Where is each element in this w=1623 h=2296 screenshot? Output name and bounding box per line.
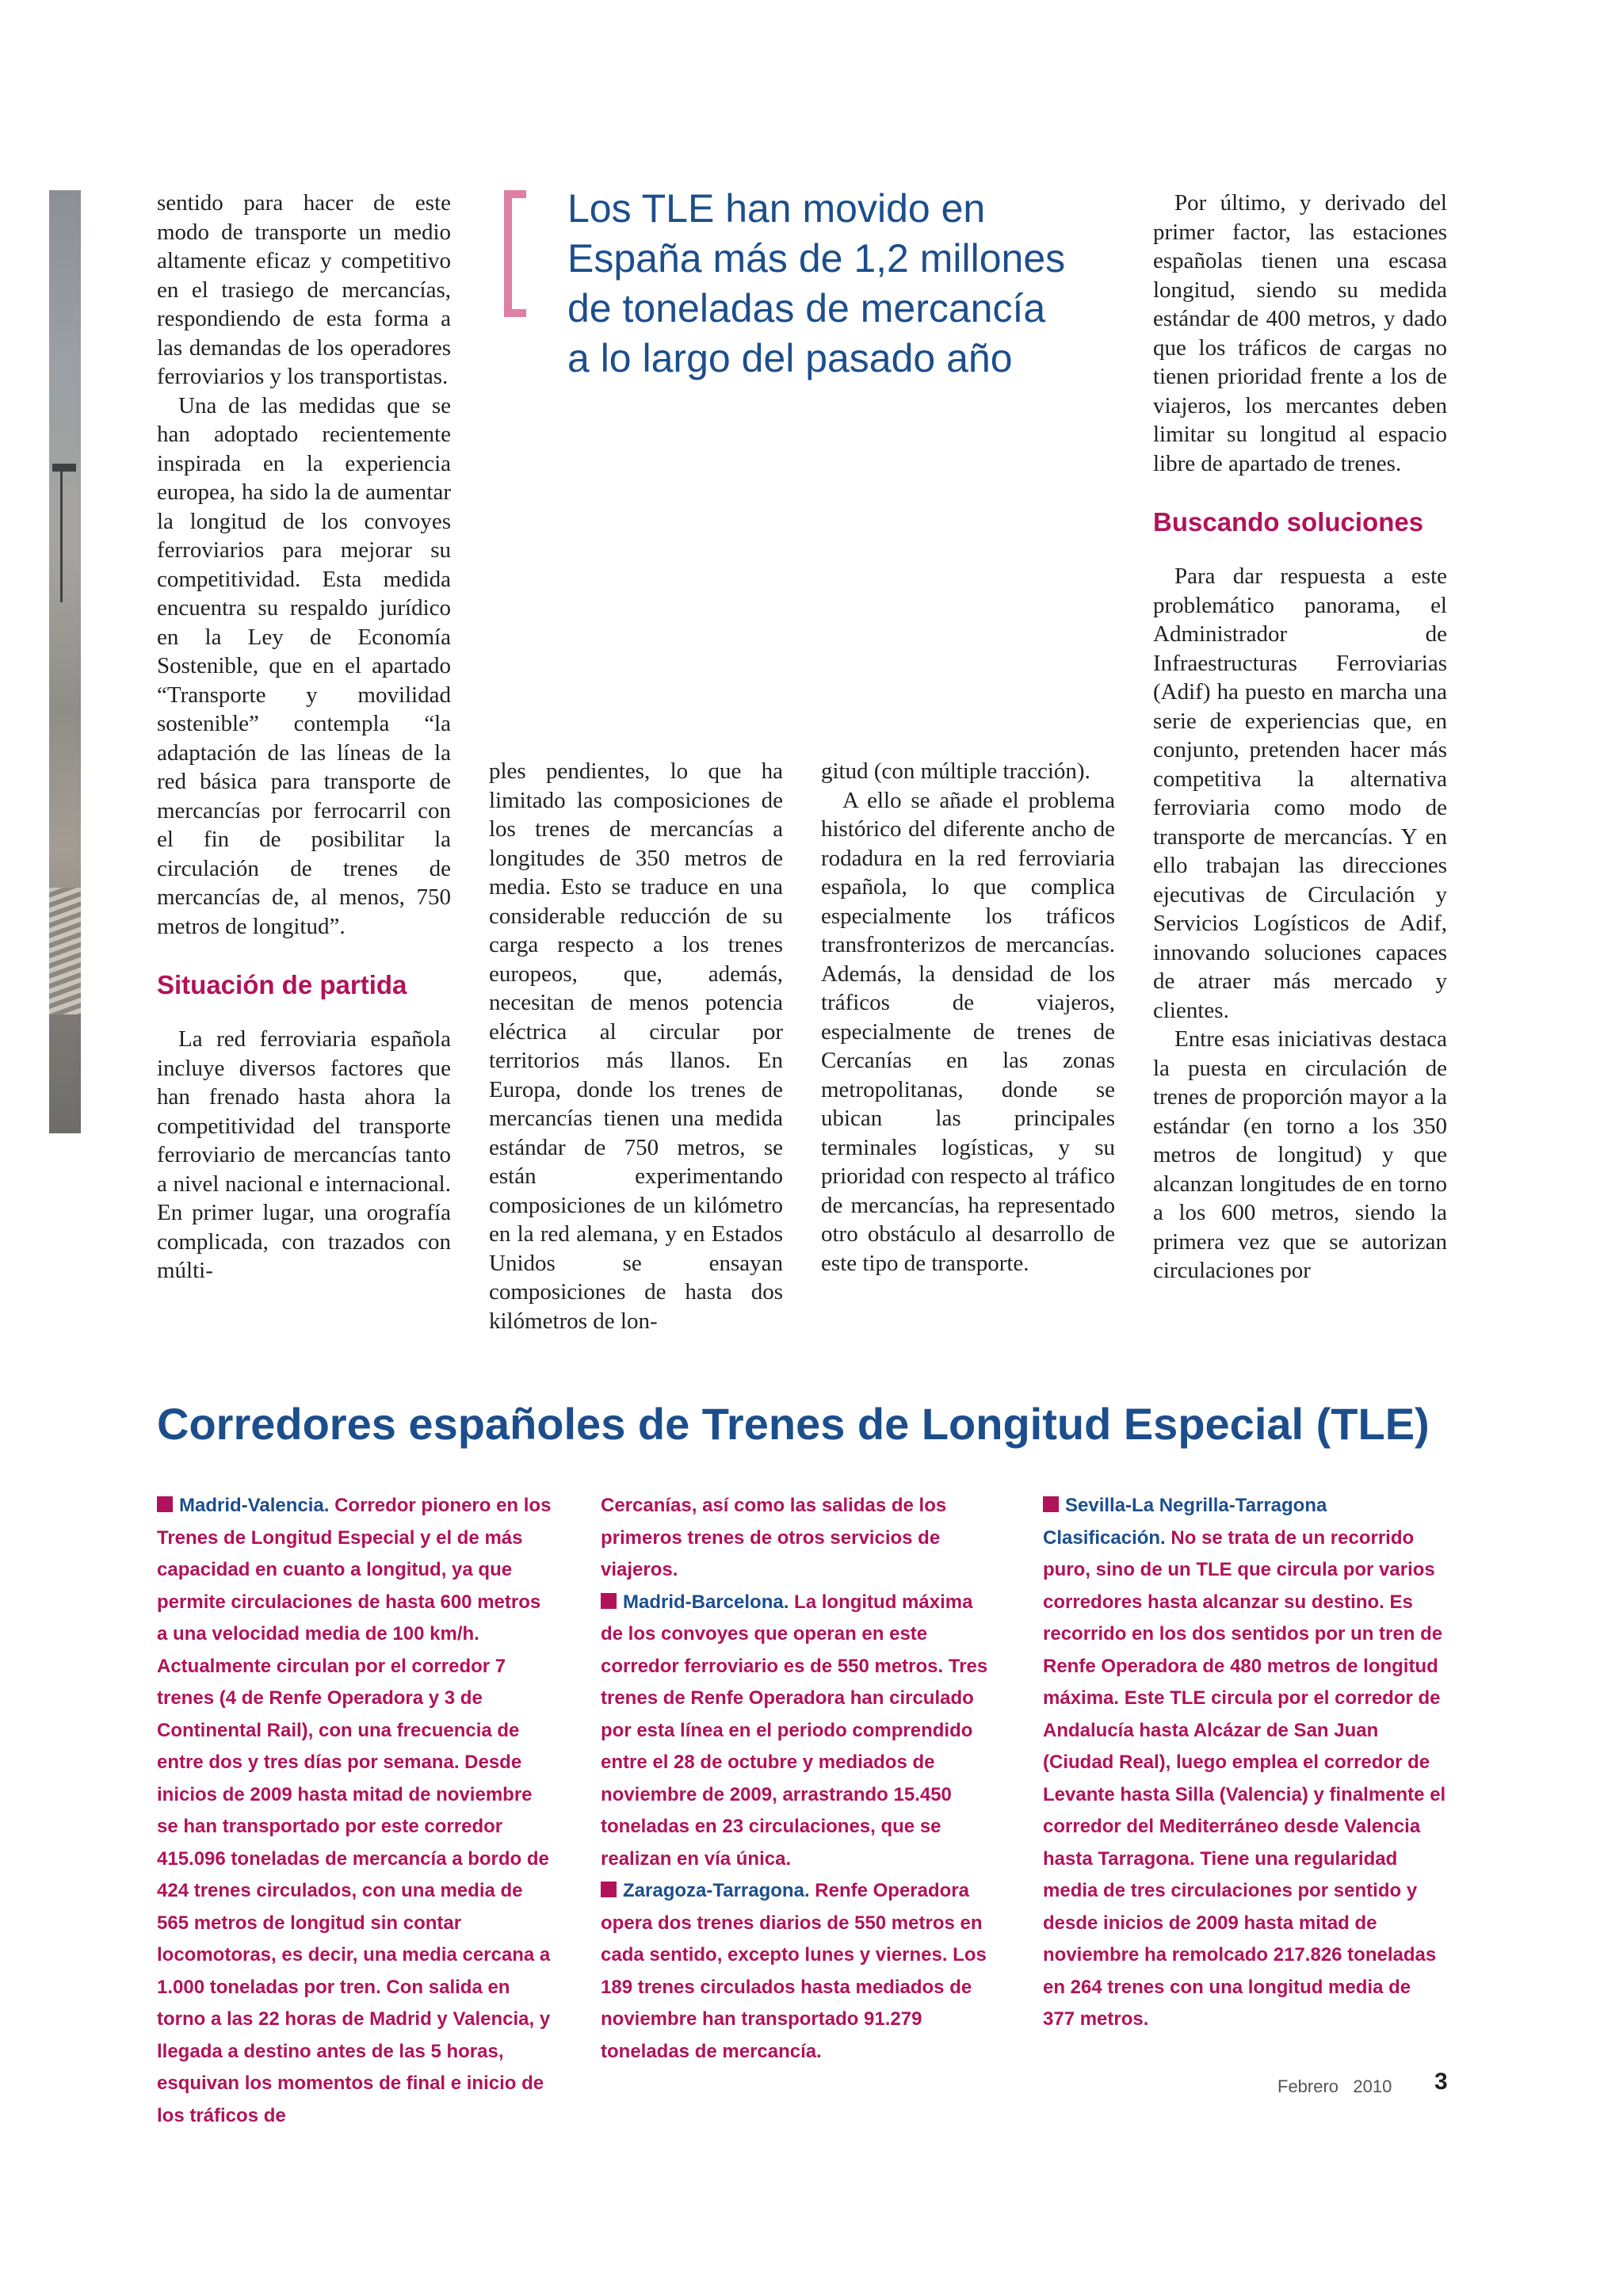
corridor-sevilla-tarragona xyxy=(1043,1490,1447,2036)
corridor-madrid-valencia xyxy=(157,1490,553,2132)
box-title: Corredores españoles de Trenes de Longitud Especial (TLE) xyxy=(157,1399,1430,1449)
column-3 xyxy=(821,757,1115,1278)
column-2 xyxy=(489,757,783,1335)
corridor-name-zaragoza-tarragona: Zaragoza-Tarragona. xyxy=(623,1880,810,1901)
lamp-post-head xyxy=(52,464,76,472)
pull-quote: Los TLE han movido en España más de 1,2 millones de toneladas de mercancía a lo largo del pasado año xyxy=(567,186,1066,380)
box-column-3 xyxy=(1043,1490,1447,2036)
col4-paragraph-2: Para dar respuesta a este problemático panorama, el Administrador de Infraestructuras Ferroviarias (Adif) ha puesto en marcha una serie de experiencias que, en conjunto, pretenden hacer más competitiva la alternativa ferroviaria como modo de transporte de mercancías. Y en ello trabajan las direcciones ejecutivas de Circulación y Servicios Logísticos de Adif, innovando soluciones capaces de atraer más mercado y clientes. xyxy=(1153,563,1447,1023)
col4-paragraph-1: Por último, y derivado del primer factor, las estaciones españolas tienen una escasa longitud, siendo su medida estándar de 400 metros, y dado que los tráficos de cargas no tienen prioridad frente a los de viajeros, los mercantes deben limitar su longitud al espacio libre de apartado de trenes. xyxy=(1153,190,1447,476)
corridor-text-zaragoza-tarragona: Renfe Operadora opera dos trenes diarios de 550 metros en cada sentido, excepto lunes y viernes. Los 189 trenes circulados hasta mediados de noviembre han transportado 91.279 toneladas de mercancía. xyxy=(601,1880,987,2062)
bullet-square-icon xyxy=(601,1881,617,1897)
corridor-text-madrid-valencia: Corredor pionero en los Trenes de Longitud Especial y el de más capacidad en cuanto a longitud, ya que permite circulaciones de hasta 600 metros a una velocidad media de 100 km/h. Actualmente circulan por el corredor 7 trenes (4 de Renfe Operadora y 3 de Continental Rail), con una frecuencia de entre dos y tres días por semana. Desde inicios de 2009 hasta mitad de noviembre se han transportado por este corredor 415.096 toneladas de mercancía a bordo de 424 trenes circulados, con una media de 565 metros de longitud sin contar locomotoras, es decir, una media cercana a 1.000 toneladas por tren. Con salida en torno a las 22 horas de Madrid y Valencia, y llegada a destino antes de las 5 horas, esquivan los momentos de final e inicio de los tráficos de xyxy=(157,1495,552,2126)
corridor-name-sevilla-tarragona: Sevilla-La Negrilla-Tarragona Clasificación. xyxy=(1043,1495,1327,1549)
column-1 xyxy=(157,189,451,1286)
corridor-zaragoza-tarragona xyxy=(601,1875,994,2068)
corridor-madrid-valencia-cont: Cercanías, así como las salidas de los primeros trenes de otros servicios de viajeros. xyxy=(601,1495,947,1580)
page-number: 3 xyxy=(1434,2069,1448,2095)
box-column-1 xyxy=(157,1490,553,2132)
col1-paragraph-2: Una de las medidas que se han adoptado recientemente inspirada en la experiencia europea, ha sido la de aumentar la longitud de los convoyes ferroviarios para mejorar su competitividad. Esta medida encuentra su respaldo jurídico en la Ley de Economía Sostenible, que en el apartado “Transporte y movilidad sostenible” contempla “la adaptación de las líneas de la red básica para transporte de mercancías por ferrocarril con el fin de posibilitar la circulación de trenes de mercancías de, al menos, 750 metros de longitud”. xyxy=(157,392,451,939)
col3-paragraph-2: A ello se añade el problema histórico del diferente ancho de rodadura en la red ferroviaria española, lo que complica especialmente los tráficos transfronterizos de mercancías. Además, la densidad de los tráficos de viajeros, especialmente de trenes de Cercanías en las zonas metropolitanas, donde se ubican las principales terminales logísticas, y su prioridad con respecto al tráfico de mercancías, ha representado otro obstáculo al desarrollo de este tipo de transporte. xyxy=(821,787,1115,1276)
photo-strip xyxy=(49,190,81,1133)
column-4 xyxy=(1153,189,1447,1286)
heading-buscando: Buscando soluciones xyxy=(1153,507,1424,537)
box-column-2 xyxy=(601,1490,994,2068)
col2-paragraph-1: ples pendientes, lo que ha limitado las composiciones de los trenes de mercancías a longitudes de 350 metros de media. Esto se traduce en una considerable reducción de su carga respecto a los trenes europeos, que, además, necesitan de menos potencia eléctrica al circular por territorios más llanos. En Europa, donde los trenes de mercancías tienen una medida estándar de 750 metros, se están experimentando composiciones de un kilómetro en la red alemana, y en Estados Unidos se ensayan composiciones de hasta dos kilómetros de lon- xyxy=(489,758,783,1334)
col4-paragraph-3: Entre esas iniciativas destaca la puesta en circulación de trenes de proporción mayor a la estándar (en torno a los 350 metros de longitud) y que alcanzan longitudes de en torno a los 600 metros, siendo la primera vez que se autorizan circulaciones por xyxy=(1153,1026,1447,1283)
col1-paragraph-1: sentido para hacer de este modo de transporte un medio altamente eficaz y competitivo en el trasiego de mercancías, respondiendo de esta forma a las demandas de los operadores ferroviarios y los transportistas. xyxy=(157,190,451,389)
rail-tracks xyxy=(49,888,81,1014)
footer-date: Febrero 2010 xyxy=(1277,2076,1392,2096)
corridor-name-madrid-valencia: Madrid-Valencia. xyxy=(179,1495,330,1516)
col1-paragraph-3: La red ferroviaria española incluye diversos factores que han frenado hasta ahora la competitividad del transporte ferroviario de mercancías tanto a nivel nacional e internacional. En primer lugar, una orografía complicada, con trazados con múlti- xyxy=(157,1026,451,1283)
bullet-square-icon xyxy=(1043,1496,1059,1512)
corridor-text-sevilla-tarragona: No se trata de un recorrido puro, sino de un TLE que circula por varios corredores hasta alcanzar su destino. Es recorrido en los dos sentidos por un tren de Renfe Operadora de 480 metros de longitud máxima. Este TLE circula por el corredor de Andalucía hasta Alcázar de San Juan (Ciudad Real), luego emplea el corredor de Levante hasta Silla (Valencia) y finalmente el corredor del Mediterráneo desde Valencia hasta Tarragona. Tiene una regularidad media de tres circulaciones por sentido y desde inicios de 2009 hasta mitad de noviembre ha remolcado 217.826 toneladas en 264 trenes con una longitud media de 377 metros. xyxy=(1043,1526,1446,2030)
col3-paragraph-1: gitud (con múltiple tracción). xyxy=(821,758,1090,784)
heading-situacion: Situación de partida xyxy=(157,970,407,999)
corridor-madrid-barcelona xyxy=(601,1587,994,1876)
bullet-square-icon xyxy=(157,1496,173,1512)
corridor-text-madrid-barcelona: La longitud máxima de los convoyes que operan en este corredor ferroviario es de 550 metros. Tres trenes de Renfe Operadora han circulado por esta línea en el periodo comprendido entre el 28 de octubre y mediados de noviembre de 2009, arrastrando 15.450 toneladas en 23 circulaciones, que se realizan en vía única. xyxy=(601,1591,988,1870)
bullet-square-icon xyxy=(601,1593,617,1609)
lamp-post xyxy=(60,468,63,602)
corridor-name-madrid-barcelona: Madrid-Barcelona. xyxy=(623,1591,789,1613)
